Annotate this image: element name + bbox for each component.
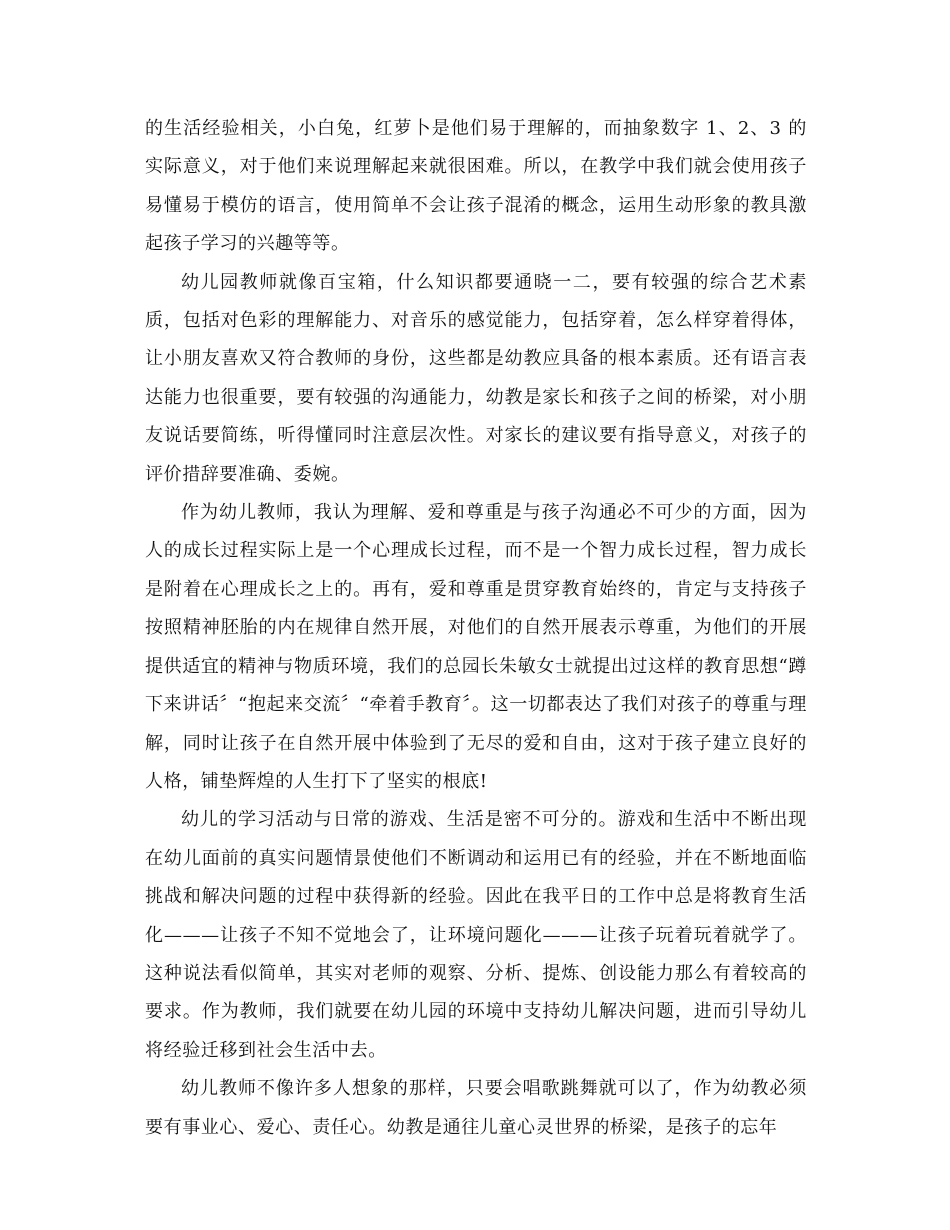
document-body [145,110,807,1147]
paragraph-teacher-responsibility: 幼儿教师不像许多人想象的那样，只要会唱歌跳舞就可以了，作为幼教必须要有事业心、爱心、责任心。幼教是通往儿童心灵世界的桥梁，是孩子的忘年 [145,1078,807,1138]
paragraph-teacher-qualities: 幼儿园教师就像百宝箱，什么知识都要通晓一二，要有较强的综合艺术素质，包括对色彩的理解能力、对音乐的感觉能力，包括穿着，怎么样穿着得体，让小朋友喜欢又符合教师的身份，这些都是幼教应具备的根本素质。还有语言表达能力也很重要，要有较强的沟通能力，幼教是家长和孩子之间的桥梁，对小朋友说话要简练，听得懂同时注意层次性。对家长的建议要有指导意义，对孩子的评价措辞要准确、委婉。 [145,271,807,485]
paragraph-learning-through-play: 幼儿的学习活动与日常的游戏、生活是密不可分的。游戏和生活中不断出现在幼儿面前的真实问题情景使他们不断调动和运用已有的经验，并在不断地面临挑战和解决问题的过程中获得新的经验。因此在我平日的工作中总是将教育生活化———让孩子不知不觉地会了，让环境问题化———让孩子玩着玩着就学了。这种说法看似简单，其实对老师的观察、分析、提炼、创设能力那么有着较高的要求。作为教师，我们就要在幼儿园的环境中支持幼儿解决问题，进而引导幼儿将经验迁移到社会生活中去。 [145,809,807,1061]
paragraph-continuation: 的生活经验相关，小白兔，红萝卜是他们易于理解的，而抽象数字 1、2、3 的实际意义，对于他们来说理解起来就很困难。所以，在教学中我们就会使用孩子易懂易于模仿的语言，使用简单不会让孩子混淆的概念，运用生动形象的教具激起孩子学习的兴趣等等。 [145,118,807,255]
paragraph-understanding-love-respect: 作为幼儿教师，我认为理解、爱和尊重是与孩子沟通必不可少的方面，因为人的成长过程实际上是一个心理成长过程，而不是一个智力成长过程，智力成长是附着在心理成长之上的。再有，爱和尊重是贯穿教育始终的，肯定与支持孩子按照精神胚胎的内在规律自然开展，对他们的自然开展表示尊重，为他们的开展提供适宜的精神与物质环境，我们的总园长朱敏女士就提出过这样的教育思想“蹲下来讲话〞“抱起来交流〞“牵着手教育〞。这一切都表达了我们对孩子的尊重与理解，同时让孩子在自然开展中体验到了无尽的爱和自由，这对于孩子建立良好的人格，铺垫辉煌的人生打下了坚实的根底! [145,502,807,792]
